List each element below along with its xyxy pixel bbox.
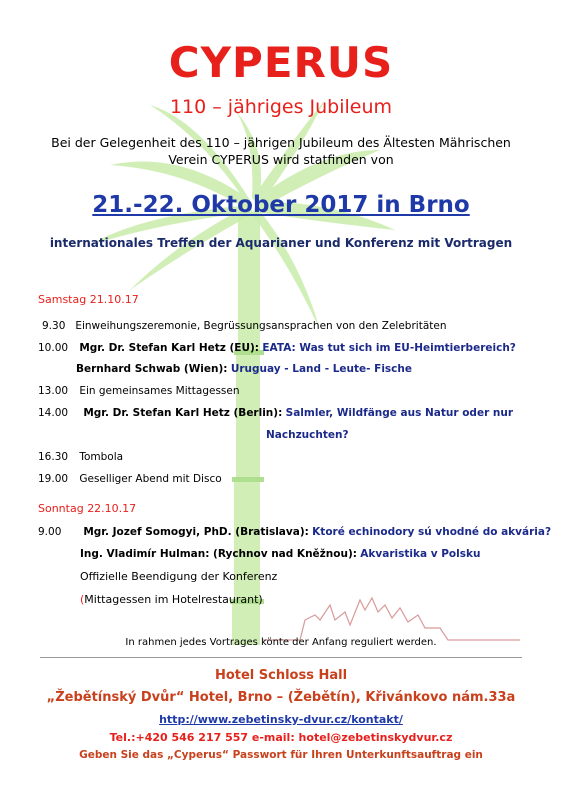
program-text: Mittagessen im Hotelrestaurant) (84, 593, 263, 606)
program-time: 16.30 (38, 451, 69, 463)
program-time: 13.00 (38, 385, 69, 397)
page-title: CYPERUS (168, 38, 394, 87)
program-row (38, 342, 516, 354)
paren-open: ( (80, 593, 85, 606)
program-row (38, 473, 222, 485)
program-text: Ein gemeinsames Mittagessen (79, 385, 240, 397)
speaker-name: Mgr. Jozef Somogyi, PhD. (Bratislava): (83, 526, 309, 538)
program-row (42, 320, 447, 332)
program-time: 19.00 (38, 473, 69, 485)
talk-title: Nachzuchten? (266, 429, 349, 441)
program-time: 10.00 (38, 342, 69, 354)
program-text: Tombola (79, 451, 124, 463)
hotel-name: Hotel Schloss Hall (214, 668, 348, 683)
intro-line-2: Verein CYPERUS wird statfinden von (168, 152, 394, 167)
program-time: 9.00 (38, 526, 62, 538)
program-time: 14.00 (38, 407, 69, 419)
footer-divider (40, 657, 522, 658)
skyline-sketch (262, 598, 520, 640)
passport-note: Geben Sie das „Cyperus“ Passwort für Ihren Unterkunftsauftrag ein (79, 749, 483, 761)
program-text: Geselliger Abend mit Disco (79, 473, 222, 485)
program-row-continued (266, 429, 349, 441)
program-row (38, 451, 123, 463)
program-text: Einweihungszeremonie, Begrüssungsansprachen von den Zelebritäten (75, 320, 447, 332)
talk-title: EATA: Was tut sich im EU-Heimtierbereich? (262, 342, 516, 354)
speaker-name: Mgr. Dr. Stefan Karl Hetz (Berlin): (83, 407, 283, 419)
intro-text (0, 134, 562, 168)
program-row (38, 407, 513, 419)
speaker-name: Mgr. Dr. Stefan Karl Hetz (EU): (79, 342, 260, 354)
schedule-note: In rahmen jedes Vortrages könte der Anfang reguliert werden. (125, 637, 437, 648)
program-row (38, 385, 240, 397)
talk-title: Salmler, Wildfänge aus Natur oder nur (285, 407, 514, 419)
event-tagline: internationales Treffen der Aquarianer und Konferenz mit Vortragen (49, 236, 513, 250)
page-subtitle: 110 – jähriges Jubileum (169, 96, 393, 118)
hotel-address: „Žebětínský Dvůr“ Hotel, Brno – (Žebětín), Křivánkovo nám.33a (46, 690, 516, 705)
program-row (80, 548, 480, 560)
program-row (80, 570, 277, 583)
event-date: 21.-22. Oktober 2017 in Brno (92, 192, 470, 218)
program-row (80, 593, 263, 606)
talk-title: Uruguay - Land - Leute- Fische (230, 363, 412, 375)
speaker-name: Ing. Vladimír Hulman: (Rychnov nad Kněžnou): (80, 548, 357, 560)
program-row (38, 526, 551, 538)
hotel-contact: Tel.:+420 546 217 557 e-mail: hotel@zebetinskydvur.cz (109, 731, 453, 744)
talk-title: Ktoré echinodory sú vhodné do akvária? (312, 526, 552, 538)
program-row (76, 363, 412, 375)
day-label-saturday: Samstag 21.10.17 (38, 293, 139, 306)
speaker-name: Bernhard Schwab (Wien): (76, 363, 228, 375)
day-label-sunday: Sonntag 22.10.17 (38, 502, 137, 515)
program-time: 9.30 (42, 320, 66, 332)
hotel-url-link[interactable]: http://www.zebetinsky-dvur.cz/kontakt/ (159, 713, 403, 726)
talk-title: Akvaristika v Polsku (360, 548, 481, 560)
intro-line-1: Bei der Gelegenheit des 110 – jährigen Jubileum des Ältesten Mährischen (51, 135, 511, 150)
program-text: Offizielle Beendigung der Konferenz (80, 570, 278, 583)
